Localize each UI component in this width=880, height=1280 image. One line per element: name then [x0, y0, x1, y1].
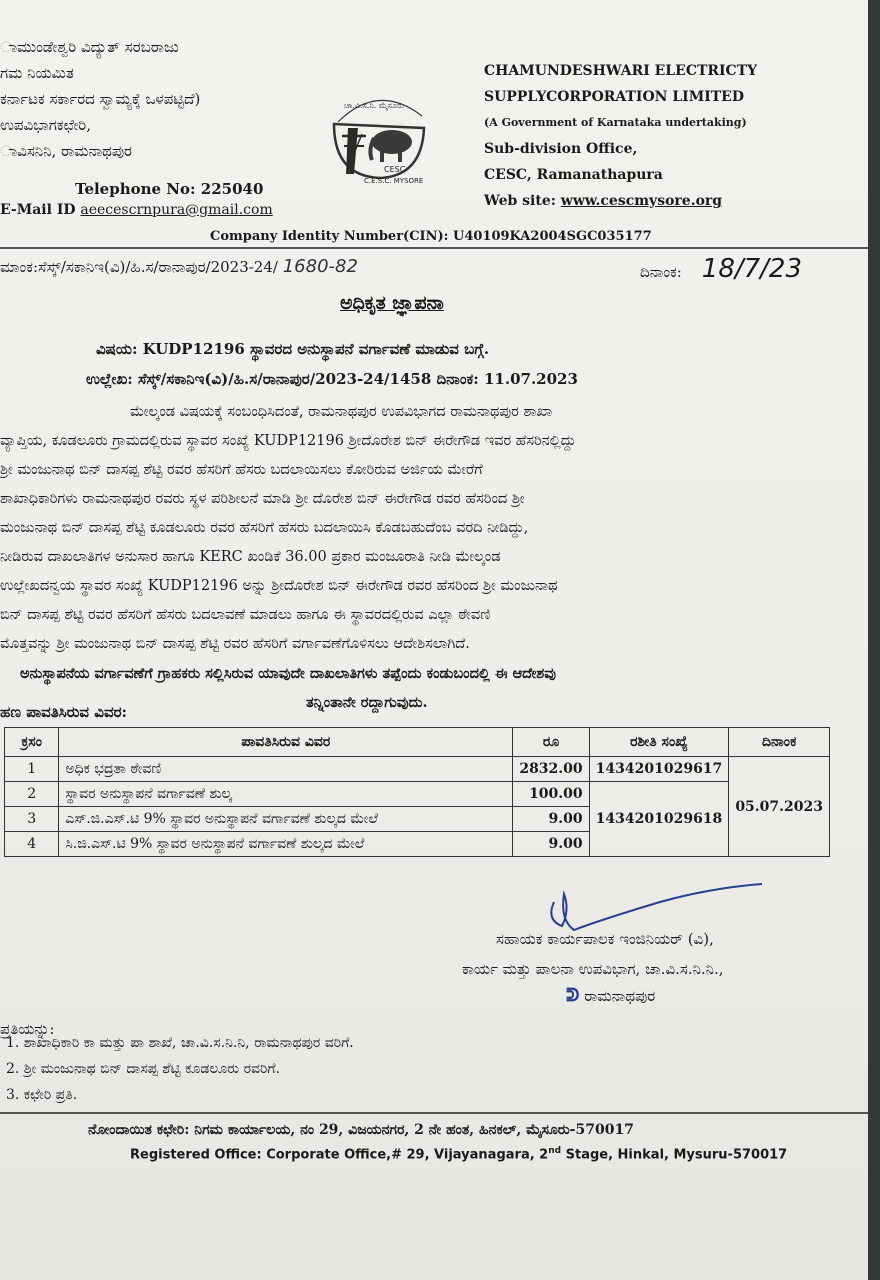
body-line: ಬಿನ್ ದಾಸಪ್ಪ ಶೆಟ್ಟಿ ರವರ ಹೆಸರಿಗೆ ಹೆಸರು ಬದಲಾವಣೆ ಮಾಡಲು ಹಾಗೂ ಈ ಸ್ಥಾವರದಲ್ಲಿರುವ ಎಲ್ಲಾ ಠೇವಣಿ: [0, 607, 491, 623]
letterhead-kannada: [0, 34, 300, 164]
cell-desc: ಸ್ಥಾವರ ಅನುಸ್ಥಾಪನೆ ವರ್ಗಾವಣೆ ಶುಲ್ಕ: [59, 782, 513, 807]
cell-desc: ಅಧಿಕ ಭದ್ರತಾ ಠೇವಣಿ: [59, 757, 513, 782]
cell-sl: 4: [5, 832, 59, 857]
email-address: aeecescrnpura@gmail.com: [80, 202, 273, 218]
col-header-date: ದಿನಾಂಕ: [729, 728, 830, 757]
company-name-line: SUPPLYCORPORATION LIMITED: [484, 89, 744, 105]
note-line: ಅನುಸ್ಥಾಪನೆಯ ವರ್ಗಾವಣೆಗೆ ಗ್ರಾಹಕರು ಸಲ್ಲಿಸಿರುವ ಯಾವುದೇ ದಾಖಲಾತಿಗಳು ತಪ್ಪೆಂದು ಕಂಡುಬಂದಲ್ಲಿ ಈ ಆದೇಶವು: [20, 665, 557, 682]
table-row: [5, 757, 830, 782]
org-govt-line: ಕರ್ನಾಟಕ ಸರ್ಕಾರದ ಸ್ವಾಮ್ಯಕ್ಕೆ ಒಳಪಟ್ಟಿದೆ): [0, 90, 201, 108]
govt-undertaking: (A Government of Karnataka undertaking): [484, 116, 747, 129]
footer-text: Stage, Hinkal, Mysuru-570017: [561, 1147, 788, 1163]
date-label: ದಿನಾಂಕ:: [640, 263, 682, 281]
cell-receipt: 1434201029618: [589, 782, 729, 857]
signatory-place: [566, 985, 655, 1006]
table-row: [5, 782, 830, 807]
company-name-line: CHAMUNDESHWARI ELECTRICTY: [484, 63, 758, 79]
cell-amount: 9.00: [513, 807, 589, 832]
telephone-number: Telephone No: 225040: [75, 180, 264, 198]
cell-date: 05.07.2023: [729, 757, 830, 857]
payment-table: [4, 727, 830, 857]
website-url: www.cescmysore.org: [560, 193, 723, 209]
signatory-designation: ಸಹಾಯಕ ಕಾರ್ಯಪಾಲಕ ಇಂಜಿನಿಯರ್ (ವಿ),: [496, 930, 714, 948]
col-header-sl: ಕ್ರಸಂ: [5, 728, 59, 757]
org-name-line: ಾಮುಂಡೇಶ್ವರಿ ವಿದ್ಯುತ್ ಸರಬರಾಜು: [0, 38, 179, 56]
website-label: Web site:: [484, 193, 561, 209]
office-place-line: ಾವಿಸನಿನಿ, ರಾಮನಾಥಪುರ: [0, 142, 132, 160]
reference-line: ಉಲ್ಲೇಖ: ಸೆಸ್ಕ್/ಸಕಾನಿಇ(ವಿ)/ಹಿ.ಸ/ರಾನಾಪುರ/2023-24/1458 ದಿನಾಂಕ: 11.07.2023: [86, 370, 578, 388]
email-label: E-Mail ID: [0, 202, 81, 218]
signatory-place-text: ರಾಮನಾಥಪುರ: [584, 987, 656, 1005]
col-header-details: ಪಾವತಿಸಿರುವ ವಿವರ: [59, 728, 513, 757]
issue-date: [640, 254, 802, 284]
website-line: [484, 188, 864, 214]
payment-details-label: ಹಣ ಪಾವತಿಸಿರುವ ವಿವರ:: [0, 703, 128, 721]
cell-receipt: 1434201029617: [589, 757, 729, 782]
cin-number: Company Identity Number(CIN): U40109KA2004SGC035177: [210, 229, 652, 244]
body-line: ಮೊತ್ತವನ್ನು ಶ್ರೀ ಮಂಜುನಾಥ ಬಿನ್ ದಾಸಪ್ಪ ಶೆಟ್ಟಿ ರವರ ಹೆಸರಿಗೆ ವರ್ಗಾವಣೆಗೊಳಿಸಲು ಆದೇಶಿಸಲಾಗಿದೆ.: [0, 636, 470, 652]
org-name-line: ಗಮ ನಿಯಮಿತ: [0, 64, 74, 82]
cell-amount: 2832.00: [513, 757, 589, 782]
copy-list: [6, 1030, 354, 1108]
cell-sl: 1: [5, 757, 59, 782]
note-line: ತನ್ನಿಂತಾನೇ ರದ್ದಾಗುವುದು.: [306, 694, 428, 711]
subject-line: ವಿಷಯ: KUDP12196 ಸ್ಥಾವರದ ಅನುಸ್ಥಾಪನೆ ವರ್ಗಾವಣೆ ಮಾಡುವ ಬಗ್ಗೆ.: [96, 340, 490, 358]
body-paragraph: [0, 398, 834, 717]
office-line: ಉಪವಿಭಾಗಕಛೇರಿ,: [0, 116, 91, 134]
date-handwritten: 18/7/23: [701, 254, 803, 284]
copy-heading: ಪ್ರತಿಯನ್ನು:: [0, 1020, 55, 1038]
footer-registered-office-kannada: ನೋಂದಾಯಿತ ಕಛೇರಿ: ನಿಗಮ ಕಾರ್ಯಾಲಯ, ನಂ 29, ವಿಜಯನಗರ, 2 ನೇ ಹಂತ, ಹಿನಕಲ್, ಮೈಸೂರು-570017: [88, 1122, 634, 1138]
cell-sl: 2: [5, 782, 59, 807]
svg-text:ಚಾ.ವಿ.ಸ.ನಿ. ಮೈಸೂರು: ಚಾ.ವಿ.ಸ.ನಿ. ಮೈಸೂರು: [344, 101, 404, 110]
col-header-receipt: ರಶೀತಿ ಸಂಖ್ಯೆ: [589, 728, 729, 757]
letterhead-english: [484, 58, 864, 214]
cell-desc: ಎಸ್.ಜಿ.ಎಸ್.ಟಿ 9% ಸ್ಥಾವರ ಅನುಸ್ಥಾಪನೆ ವರ್ಗಾವಣೆ ಶುಲ್ಕದ ಮೇಲೆ: [59, 807, 513, 832]
col-header-amount: ರೂ: [513, 728, 589, 757]
reference-number: [0, 256, 358, 277]
body-line: ಮಂಜುನಾಥ ಬಿನ್ ದಾಸಪ್ಪ ಶೆಟ್ಟಿ ಕೂಡಲೂರು ರವರ ಹೆಸರಿಗೆ ಹೆಸರು ಬದಲಾಯಿಸಿ ಕೊಡಬಹುದೆಂಬ ವರದಿ ನೀಡಿದ್ದು,: [0, 520, 529, 536]
ref-prefix: ಮಾಂಕ:ಸೆಸ್ಕ್/ಸಕಾನಿಇ(ವಿ)/ಹಿ.ಸ/ರಾನಾಪುರ/2023-24/: [0, 258, 278, 276]
list-item: 2. ಶ್ರೀ ಮಂಜುನಾಥ ಬಿನ್ ದಾಸಪ್ಪ ಶೆಟ್ಟಿ ಕೂಡಲೂರು ರವರಿಗೆ.: [6, 1061, 280, 1077]
footer-sup: nd: [548, 1146, 562, 1156]
svg-text:CESC: CESC: [384, 165, 406, 174]
document-title: ಅಧಿಕೃತ ಜ್ಞಾಪನಾ: [340, 292, 444, 314]
body-line: ನೀಡಿರುವ ದಾಖಲಾತಿಗಳ ಅನುಸಾರ ಹಾಗೂ KERC ಖಂಡಿಕೆ 36.00 ಪ್ರಕಾರ ಮಂಜೂರಾತಿ ನೀಡಿ ಮೇಲ್ಕಂಡ: [0, 549, 501, 565]
cell-amount: 9.00: [513, 832, 589, 857]
header-divider: [0, 247, 868, 249]
signatory-department: ಕಾರ್ಯ ಮತ್ತು ಪಾಲನಾ ಉಪವಿಭಾಗ, ಚಾ.ವಿ.ಸ.ನಿ.ನಿ.,: [462, 960, 724, 978]
footer-text: Registered Office: Corporate Office,# 29, Vijayanagara, 2: [130, 1147, 549, 1163]
footer-registered-office-english: [130, 1146, 787, 1162]
photo-background-edge: [868, 0, 880, 1280]
email-line: [0, 202, 273, 218]
office-location: CESC, Ramanathapura: [484, 167, 663, 183]
svg-text:C.E.S.C. MYSORE: C.E.S.C. MYSORE: [364, 177, 424, 184]
ref-handwritten: 1680-82: [282, 256, 358, 277]
table-header-row: [5, 728, 830, 757]
body-line: ಉಲ್ಲೇಖದನ್ವಯ ಸ್ಥಾವರ ಸಂಖ್ಯೆ KUDP12196 ಅನ್ನು ಶ್ರೀದೊರೇಶ ಬಿನ್ ಈರೇಗೌಡ ರವರ ಹೆಸರಿಂದ ಶ್ರೀ ಮಂಜುನಾಥ: [0, 578, 558, 594]
footer-divider: [0, 1112, 868, 1114]
list-item: 3. ಕಛೇರಿ ಪ್ರತಿ.: [6, 1087, 78, 1103]
body-line: ಶಾಖಾಧಿಕಾರಿಗಳು ರಾಮನಾಥಪುರ ರವರು ಸ್ಥಳ ಪರಿಶೀಲನೆ ಮಾಡಿ ಶ್ರೀ ದೊರೇಶ ಬಿನ್ ಈರೇಗೌಡ ರವರ ಹೆಸರಿಂದ ಶ್ರೀ: [0, 491, 525, 507]
cesc-logo: [318, 84, 438, 184]
cell-desc: ಸಿ.ಜಿ.ಎಸ್.ಟಿ 9% ಸ್ಥಾವರ ಅನುಸ್ಥಾಪನೆ ವರ್ಗಾವಣೆ ಶುಲ್ಕದ ಮೇಲೆ: [59, 832, 513, 857]
body-line: ಮೇಲ್ಕಂಡ ವಿಷಯಕ್ಕೆ ಸಂಬಂಧಿಸಿದಂತೆ, ರಾಮನಾಥಪುರ ಉಪವಿಭಾಗದ ರಾಮನಾಥಪುರ ಶಾಖಾ: [130, 404, 553, 420]
cell-sl: 3: [5, 807, 59, 832]
body-line: ಶ್ರೀ ಮಂಜುನಾಥ ಬಿನ್ ದಾಸಪ್ಪ ಶೆಟ್ಟಿ ರವರ ಹೆಸರಿಗೆ ಹೆಸರು ಬದಲಾಯಿಸಲು ಕೋರಿರುವ ಅರ್ಜಿಯ ಮೇರೆಗೆ: [0, 462, 483, 478]
list-item: 1. ಶಾಖಾಧಿಕಾರಿ ಕಾ ಮತ್ತು ಪಾ ಶಾಖೆ, ಚಾ.ವಿ.ಸ.ನಿ.ನಿ, ರಾಮನಾಥಪುರ ವರಿಗೆ.: [6, 1035, 354, 1051]
body-line: ವ್ಯಾಪ್ತಿಯ, ಕೂಡಲೂರು ಗ್ರಾಮದಲ್ಲಿರುವ ಸ್ಥಾವರ ಸಂಖ್ಯೆ KUDP12196 ಶ್ರೀದೊರೇಶ ಬಿನ್ ಈರೇಗೌಡ ಇವರ ಹೆಸರಿನಲ್ಲಿದ್ದು: [0, 433, 577, 449]
office-name: Sub-division Office,: [484, 141, 638, 157]
cell-amount: 100.00: [513, 782, 589, 807]
initial-mark: ᕲ: [566, 985, 580, 1006]
